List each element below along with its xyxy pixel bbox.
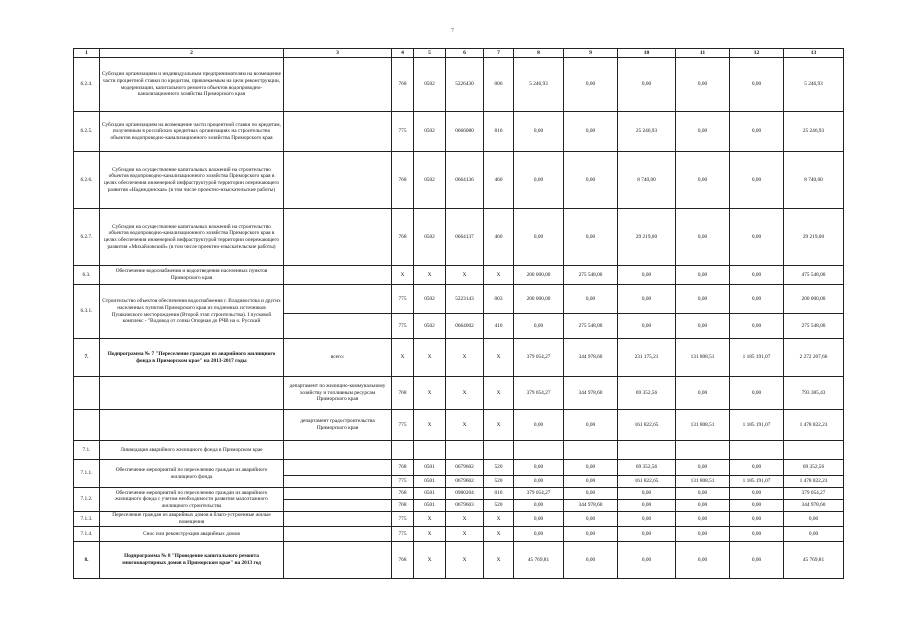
table-cell: 0,00: [784, 527, 844, 542]
table-cell: 0,00: [618, 500, 676, 512]
table-cell: 0,00: [676, 112, 730, 152]
table-cell: 0679602: [446, 460, 484, 476]
table-cell: X: [414, 512, 446, 527]
table-cell: 0,00: [784, 512, 844, 527]
table-cell: 775: [392, 512, 414, 527]
table-cell: 8.: [74, 542, 100, 579]
table-cell: 768: [392, 542, 414, 579]
table-cell: 0,00: [730, 460, 784, 476]
table-cell: [730, 441, 784, 460]
table-cell: 131 808,51: [676, 339, 730, 377]
table-cell: X: [484, 266, 514, 285]
table-cell: 0664137: [446, 209, 484, 266]
column-header: 8: [514, 49, 564, 58]
table-cell: [284, 512, 392, 527]
table-cell: 0,00: [730, 488, 784, 500]
table-row: [74, 542, 844, 579]
table-cell: 161 822,65: [618, 410, 676, 441]
table-cell: 0501: [414, 488, 446, 500]
table-cell: 0,00: [564, 476, 618, 488]
table-cell: X: [484, 542, 514, 579]
table-row: [74, 285, 844, 314]
column-header: 2: [100, 49, 284, 58]
table-cell: 0,00: [730, 314, 784, 339]
column-header: 5: [414, 49, 446, 58]
column-header: 10: [618, 49, 676, 58]
table-cell: 475 548,00: [784, 266, 844, 285]
table-cell: 0,00: [564, 58, 618, 112]
table-cell: 344 978,60: [784, 500, 844, 512]
column-header: 3: [284, 49, 392, 58]
table-cell: 0502: [414, 285, 446, 314]
table-cell: X: [414, 377, 446, 410]
table-cell: Обеспечение мероприятий по переселению граждан из аварийного жилищного фонда: [100, 460, 284, 488]
table-cell: 379 054,27: [514, 339, 564, 377]
table-cell: 344 978,60: [564, 339, 618, 377]
table-cell: 0,00: [676, 500, 730, 512]
table-cell: 0,00: [564, 152, 618, 209]
table-cell: 0,00: [730, 112, 784, 152]
table-cell: 0,00: [514, 314, 564, 339]
table-cell: 0,00: [676, 512, 730, 527]
table-cell: [284, 527, 392, 542]
table-cell: 0502: [414, 152, 446, 209]
column-header: 1: [74, 49, 100, 58]
table-cell: X: [414, 266, 446, 285]
table-cell: 5223143: [446, 285, 484, 314]
table-cell: 7.1.2.: [74, 488, 100, 512]
table-cell: 0,00: [514, 209, 564, 266]
table-cell: 768: [392, 488, 414, 500]
table-cell: 010: [484, 488, 514, 500]
table-cell: [100, 410, 284, 441]
table-cell: 6.2.5.: [74, 112, 100, 152]
table-cell: 0501: [414, 460, 446, 476]
table-cell: X: [484, 339, 514, 377]
table-cell: X: [484, 410, 514, 441]
table-cell: 29 219,00: [784, 209, 844, 266]
table-cell: 0501: [414, 500, 446, 512]
table-cell: X: [446, 339, 484, 377]
table-cell: 200 000,00: [514, 266, 564, 285]
table-cell: 460: [484, 209, 514, 266]
table-cell: 0679603: [446, 500, 484, 512]
table-cell: 0,00: [514, 112, 564, 152]
table-cell: Субсидии на осуществление капитальных вложений на строительство объектов водопроводно-канализационного хозяйства Приморского края в целях обеспечения инженерной инфраструктурой территории опережающего развития «Надеждинская» (в том числе проектно-изыскательские работы): [100, 152, 284, 209]
table-cell: 0502: [414, 314, 446, 339]
table-cell: 0,00: [676, 460, 730, 476]
table-cell: 410: [484, 314, 514, 339]
table-cell: 0,00: [514, 512, 564, 527]
table-cell: [784, 441, 844, 460]
table-cell: 0,00: [730, 152, 784, 209]
table-cell: [284, 152, 392, 209]
table-cell: [484, 441, 514, 460]
table-cell: 0,00: [564, 512, 618, 527]
table-cell: Подпрограмма № 7 "Переселение граждан из аварийного жилищного фонда в Приморском крае" на 2013-2017 годы: [100, 339, 284, 377]
table-cell: 200 000,00: [514, 285, 564, 314]
table-cell: X: [414, 410, 446, 441]
table-cell: 0,00: [514, 476, 564, 488]
table-cell: 0,00: [618, 542, 676, 579]
table-cell: 0,00: [730, 500, 784, 512]
table-cell: X: [392, 339, 414, 377]
column-header: 6: [446, 49, 484, 58]
table-cell: X: [446, 542, 484, 579]
table-row: [74, 266, 844, 285]
table-cell: 768: [392, 209, 414, 266]
table-cell: 131 808,51: [676, 476, 730, 488]
table-cell: 003: [484, 285, 514, 314]
table-cell: 379 054,27: [514, 488, 564, 500]
column-header: 4: [392, 49, 414, 58]
table-cell: 0,00: [564, 410, 618, 441]
table-cell: 0,00: [676, 58, 730, 112]
table-cell: 0,00: [564, 285, 618, 314]
table-cell: департамент градостроительства Приморского края: [284, 410, 392, 441]
table-cell: 0,00: [618, 488, 676, 500]
table-cell: [74, 377, 100, 410]
table-cell: 69 352,56: [784, 460, 844, 476]
table-cell: 1 185 191,07: [730, 476, 784, 488]
table-cell: X: [392, 266, 414, 285]
table-cell: 0679602: [446, 476, 484, 488]
table-cell: 0,00: [514, 152, 564, 209]
table-cell: 0,00: [676, 527, 730, 542]
table-cell: 6.2.7.: [74, 209, 100, 266]
table-cell: 1 185 191,07: [730, 339, 784, 377]
table-cell: [676, 441, 730, 460]
table-cell: 0,00: [564, 488, 618, 500]
column-header: 13: [784, 49, 844, 58]
table-cell: 131 808,51: [676, 410, 730, 441]
table-cell: 0,00: [564, 542, 618, 579]
table-cell: 0,00: [730, 209, 784, 266]
table-cell: 793 385,43: [784, 377, 844, 410]
table-cell: 344 978,60: [564, 500, 618, 512]
table-cell: X: [446, 266, 484, 285]
table-cell: 275 548,00: [564, 266, 618, 285]
table-cell: [414, 441, 446, 460]
table-cell: 0,00: [564, 527, 618, 542]
table-cell: департамент по жилищно-коммунальному хозяйству и топливным ресурсам Приморского края: [284, 377, 392, 410]
column-header: 12: [730, 49, 784, 58]
table-cell: 7.1.4.: [74, 527, 100, 542]
table-cell: X: [484, 512, 514, 527]
table-cell: 1 478 822,23: [784, 476, 844, 488]
table-cell: 25 246,93: [784, 112, 844, 152]
table-cell: 6.2.4.: [74, 58, 100, 112]
table-cell: 460: [484, 152, 514, 209]
table-cell: 0,00: [676, 152, 730, 209]
table-cell: 6.2.6.: [74, 152, 100, 209]
table-cell: [284, 441, 392, 460]
table-cell: Субсидии организациям на возмещение части процентной ставки по кредитам, полученным в российских кредитных организациях на строительство объектов водопроводно-канализационного хозяйства Приморского края: [100, 112, 284, 152]
table-cell: 8 740,00: [784, 152, 844, 209]
table-cell: 0,00: [618, 527, 676, 542]
table-cell: [284, 488, 392, 500]
table-cell: 768: [392, 460, 414, 476]
table-cell: [618, 441, 676, 460]
table-cell: [100, 377, 284, 410]
table-row: [74, 527, 844, 542]
table-cell: 0,00: [618, 512, 676, 527]
table-row: [74, 488, 844, 500]
table-cell: 344 978,60: [564, 377, 618, 410]
table-cell: 775: [392, 476, 414, 488]
table-cell: Снос или реконструкция аварийных домов: [100, 527, 284, 542]
table-cell: 161 822,65: [618, 476, 676, 488]
table-cell: 275 548,00: [564, 314, 618, 339]
table-cell: 0,00: [564, 460, 618, 476]
table-cell: 520: [484, 476, 514, 488]
table-cell: [284, 112, 392, 152]
table-cell: 768: [392, 377, 414, 410]
table-row: [74, 441, 844, 460]
table-cell: 7.1.: [74, 441, 100, 460]
table-cell: Субсидии организациям и индивидуальным предпринимателям на возмещение части процентной ставки по кредитам, привлекаемым на цели реконструкции, модернизации, капитального ремонта объектов водопроводно-канализационного хозяйства Приморского края: [100, 58, 284, 112]
table-row: [74, 58, 844, 112]
column-header: 7: [484, 49, 514, 58]
table-cell: 0,00: [618, 314, 676, 339]
table-cell: 0664136: [446, 152, 484, 209]
table-cell: 0666080: [446, 112, 484, 152]
table-cell: 0,00: [730, 377, 784, 410]
table-cell: 810: [484, 112, 514, 152]
table-cell: 69 352,56: [618, 460, 676, 476]
table-cell: Обеспечение водоснабжения и водоотведения населенных пунктов Приморского края: [100, 266, 284, 285]
table-cell: Ликвидация аварийного жилищного фонда в Приморском крае: [100, 441, 284, 460]
table-cell: 0,00: [730, 266, 784, 285]
table-cell: 768: [392, 500, 414, 512]
table-cell: [284, 285, 392, 314]
table-cell: 0,00: [514, 410, 564, 441]
table-cell: 0,00: [676, 314, 730, 339]
table-cell: [284, 500, 392, 512]
table-cell: Обеспечение мероприятий по переселению граждан из аварийного жилищного фонда с учетом необходимости развития малоэтажного жилищного строительства: [100, 488, 284, 512]
table-cell: 775: [392, 527, 414, 542]
page-number: 7: [451, 28, 454, 34]
table-cell: 0,00: [676, 209, 730, 266]
table-cell: X: [414, 542, 446, 579]
table-cell: [284, 266, 392, 285]
table-cell: Субсидии на осуществление капитальных вложений на строительство объектов водопроводно-канализационного хозяйства Приморского края в целях обеспечения инженерной инфраструктурой территории опережающего развития «Михайловский» (в том числе проектно-изыскательские работы): [100, 209, 284, 266]
table-cell: 0,00: [618, 266, 676, 285]
table-cell: 6.3.1.: [74, 285, 100, 339]
table-cell: 0,00: [676, 266, 730, 285]
table-cell: 0502: [414, 58, 446, 112]
table-cell: 231 175,21: [618, 339, 676, 377]
table-cell: [284, 209, 392, 266]
table-cell: 7.: [74, 339, 100, 377]
table-cell: 0,00: [564, 112, 618, 152]
table-cell: Строительство объектов обеспечения водоснабжения г. Владивостока и других населенных пунктов Приморского края из подземных источников Пушкинского месторождения (Второй этап строительства). I пусковой комплекс - "Водовод от сопки Опорная до РЧВ на о. Русский: [100, 285, 284, 339]
table-cell: 775: [392, 112, 414, 152]
table-cell: 768: [392, 152, 414, 209]
table-cell: [284, 542, 392, 579]
table-cell: [284, 476, 392, 488]
table-cell: 0,00: [676, 377, 730, 410]
table-cell: 45 769,81: [514, 542, 564, 579]
table-cell: 8 740,00: [618, 152, 676, 209]
table-cell: 0,00: [730, 527, 784, 542]
table-cell: 5 246,93: [514, 58, 564, 112]
table-cell: 0,00: [514, 460, 564, 476]
table-cell: 5226430: [446, 58, 484, 112]
table-row: [74, 512, 844, 527]
table-cell: 7.1.3.: [74, 512, 100, 527]
table-row: [74, 377, 844, 410]
table-cell: 0,00: [730, 512, 784, 527]
table-cell: 520: [484, 500, 514, 512]
table-cell: Подпрограмма № 8 "Проведение капитального ремонта многоквартирных домов в Приморском крае" на 2013 год: [100, 542, 284, 579]
table-cell: 775: [392, 410, 414, 441]
table-cell: X: [446, 527, 484, 542]
table-cell: 5 246,93: [784, 58, 844, 112]
table-row: [74, 209, 844, 266]
header-row: [74, 49, 844, 58]
table-cell: 775: [392, 314, 414, 339]
table-cell: 775: [392, 285, 414, 314]
table-cell: 1 185 191,07: [730, 410, 784, 441]
table-cell: 0,00: [676, 285, 730, 314]
budget-table: [73, 48, 844, 579]
table-row: [74, 460, 844, 476]
table-cell: [284, 58, 392, 112]
column-header: 9: [564, 49, 618, 58]
table-cell: 379 054,27: [514, 377, 564, 410]
table-cell: 2 272 207,66: [784, 339, 844, 377]
column-header: 11: [676, 49, 730, 58]
table-cell: 768: [392, 58, 414, 112]
table-cell: 0,00: [618, 58, 676, 112]
table-cell: 379 054,27: [784, 488, 844, 500]
table-cell: [284, 314, 392, 339]
table-cell: 6.3.: [74, 266, 100, 285]
table-cell: [446, 441, 484, 460]
table-cell: 0,00: [676, 542, 730, 579]
table-cell: X: [414, 339, 446, 377]
table-cell: 0,00: [514, 500, 564, 512]
table-cell: 45 769,81: [784, 542, 844, 579]
table-cell: [564, 441, 618, 460]
table-row: [74, 152, 844, 209]
table-cell: [514, 441, 564, 460]
table-row: [74, 112, 844, 152]
table-cell: 69 352,56: [618, 377, 676, 410]
table-cell: 006: [484, 58, 514, 112]
table-cell: X: [446, 512, 484, 527]
table-cell: 0980204: [446, 488, 484, 500]
table-cell: всего:: [284, 339, 392, 377]
table-cell: 0,00: [564, 209, 618, 266]
table-cell: 7.1.1.: [74, 460, 100, 488]
table-cell: 0,00: [730, 542, 784, 579]
table-cell: X: [414, 527, 446, 542]
table-cell: 29 219,00: [618, 209, 676, 266]
table-cell: 0664002: [446, 314, 484, 339]
table-cell: [284, 460, 392, 476]
table-cell: Переселение граждан из аварийных домов в благо-устроенные жилые помещения: [100, 512, 284, 527]
table-cell: 0502: [414, 209, 446, 266]
table-row: [74, 339, 844, 377]
table-cell: 0,00: [676, 488, 730, 500]
table-cell: 0,00: [618, 285, 676, 314]
table-body: [74, 58, 844, 579]
table-cell: [74, 410, 100, 441]
table-cell: X: [484, 377, 514, 410]
table-cell: 275 548,00: [784, 314, 844, 339]
table-cell: 520: [484, 460, 514, 476]
table-cell: 0,00: [514, 527, 564, 542]
table-cell: 0,00: [730, 285, 784, 314]
table-cell: [392, 441, 414, 460]
table-cell: 200 000,00: [784, 285, 844, 314]
table-cell: 25 246,93: [618, 112, 676, 152]
table-cell: X: [446, 377, 484, 410]
table-cell: 0501: [414, 476, 446, 488]
table-cell: 0,00: [730, 58, 784, 112]
table-row: [74, 410, 844, 441]
table-cell: X: [446, 410, 484, 441]
table-cell: 0502: [414, 112, 446, 152]
table-cell: X: [484, 527, 514, 542]
table-cell: 1 478 822,23: [784, 410, 844, 441]
